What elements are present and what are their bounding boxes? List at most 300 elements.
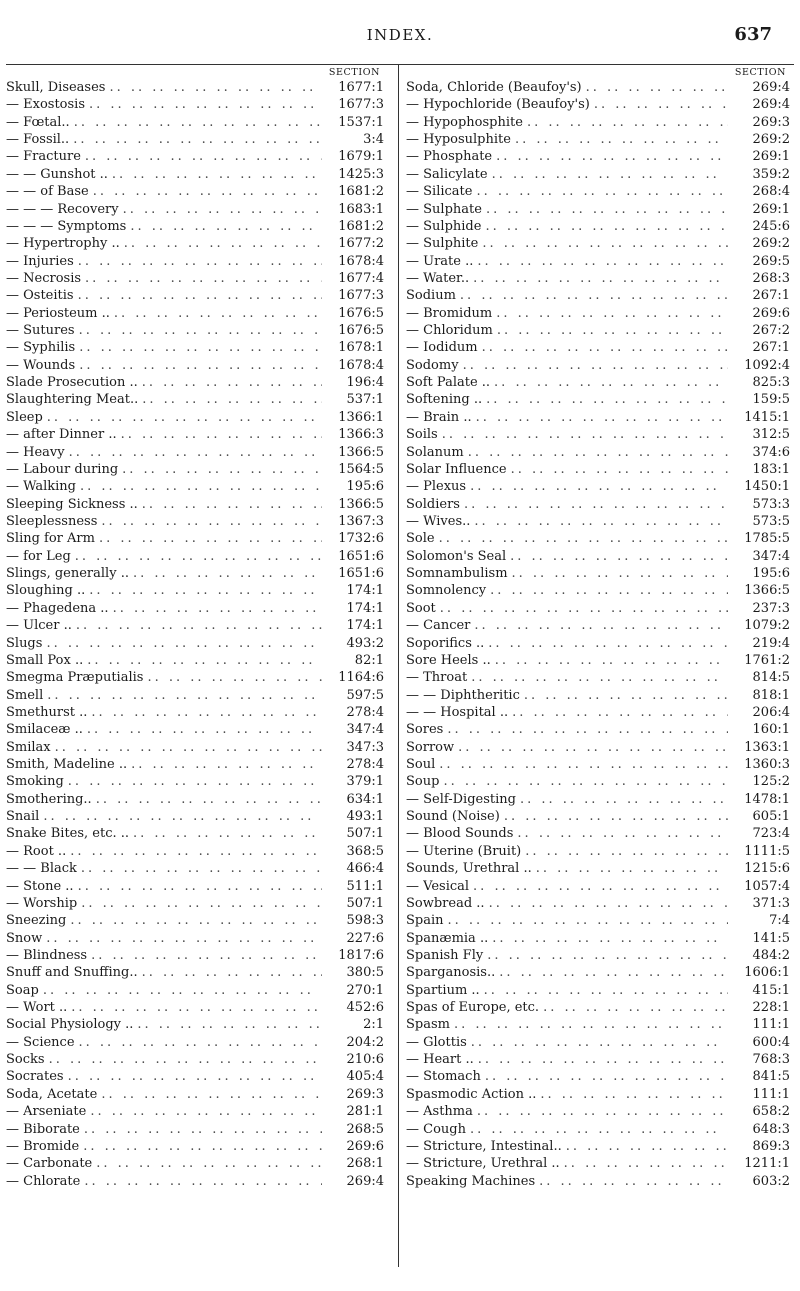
entry-section-ref: 267:2 xyxy=(752,323,790,339)
index-entry xyxy=(406,582,792,599)
index-entry xyxy=(6,808,392,825)
dot-leader xyxy=(75,339,322,356)
entry-term: — Plexus xyxy=(406,479,467,495)
dot-leader xyxy=(43,409,322,426)
entry-section-ref: 195:6 xyxy=(346,479,384,495)
entry-term: — Arseniate xyxy=(6,1104,87,1120)
entry-term: — — of Base xyxy=(6,184,89,200)
entry-term: Sodium xyxy=(406,288,456,304)
dot-leader xyxy=(486,582,728,599)
entry-section-ref: 125:2 xyxy=(752,774,790,790)
entry-section-ref: 1677:3 xyxy=(338,97,384,113)
entry-term: Soda, Chloride (Beaufoy's) xyxy=(406,80,582,95)
index-entry xyxy=(406,895,792,912)
entry-section-ref: 1360:3 xyxy=(744,757,790,773)
entry-section-ref: 603:2 xyxy=(752,1173,790,1189)
entry-section-ref: 267:1 xyxy=(752,340,790,356)
entry-term: — Periosteum .. xyxy=(6,305,110,321)
entry-section-ref: 281:1 xyxy=(346,1104,384,1120)
entry-term: Spain xyxy=(406,913,444,929)
index-entry xyxy=(6,652,392,669)
index-entry xyxy=(406,739,792,756)
dot-leader xyxy=(513,825,728,842)
entry-term: — Labour during xyxy=(6,461,119,477)
entry-section-ref: 111:1 xyxy=(752,1017,790,1033)
dot-leader xyxy=(87,947,322,964)
entry-section-ref: 196:4 xyxy=(346,375,384,391)
index-entry xyxy=(406,617,792,634)
index-entry xyxy=(6,582,392,599)
dot-leader xyxy=(508,704,728,721)
index-entry xyxy=(6,548,392,565)
entry-term: Solanum xyxy=(406,444,464,460)
dot-leader xyxy=(439,773,728,790)
index-entry xyxy=(6,287,392,304)
dot-leader xyxy=(508,565,728,582)
index-entry xyxy=(406,756,792,773)
entry-term: Slugs xyxy=(6,635,43,651)
dot-leader xyxy=(474,1051,728,1068)
dot-leader xyxy=(72,617,322,634)
entry-section-ref: 573:3 xyxy=(752,496,790,512)
entry-term: — Carbonate xyxy=(6,1156,93,1172)
entry-section-ref: 415:1 xyxy=(752,982,790,998)
index-entry xyxy=(406,1103,792,1120)
index-entry xyxy=(406,131,792,148)
entry-section-ref: 1677:4 xyxy=(338,270,384,286)
dot-leader xyxy=(92,1155,322,1172)
dot-leader xyxy=(42,930,322,947)
index-entry xyxy=(406,305,792,322)
index-entry xyxy=(6,79,392,96)
index-entry xyxy=(6,565,392,582)
dot-leader xyxy=(450,1016,728,1033)
entry-term: Speaking Machines xyxy=(406,1173,536,1189)
dot-leader xyxy=(523,114,728,131)
entry-section-ref: 1651:6 xyxy=(338,566,384,582)
entry-section-ref: 1678:4 xyxy=(338,253,384,269)
entry-term: — Walking xyxy=(6,479,77,495)
dot-leader xyxy=(138,964,322,981)
dot-leader xyxy=(435,756,728,773)
dot-leader xyxy=(582,79,728,96)
dot-leader xyxy=(129,565,322,582)
entry-term: — Urate .. xyxy=(406,253,474,269)
entry-term: Sleeplessness xyxy=(6,513,98,529)
entry-section-ref: 1478:1 xyxy=(744,791,790,807)
entry-section-ref: 768:3 xyxy=(752,1052,790,1068)
dot-leader xyxy=(85,96,322,113)
entry-term: — Osteitis xyxy=(6,288,74,304)
dot-leader xyxy=(74,878,322,895)
index-entry xyxy=(6,739,392,756)
entry-section-ref: 379:1 xyxy=(346,774,384,790)
dot-leader xyxy=(45,1051,322,1068)
entry-term: Soap xyxy=(6,982,39,998)
dot-leader xyxy=(75,1034,322,1051)
entry-term: — — Black xyxy=(6,861,77,877)
entry-term: Soldiers xyxy=(406,496,460,512)
entry-section-ref: 269:2 xyxy=(752,132,790,148)
entry-term: Sloughing .. xyxy=(6,583,86,599)
entry-term: — Injuries xyxy=(6,253,74,269)
entry-term: — — Hospital .. xyxy=(406,704,509,720)
index-entry xyxy=(6,166,392,183)
entry-term: — Hypertrophy .. xyxy=(6,236,120,252)
entry-term: — Wounds xyxy=(6,357,76,373)
dot-leader xyxy=(87,704,322,721)
entry-section-ref: 174:1 xyxy=(346,618,384,634)
entry-section-ref: 1415:1 xyxy=(744,409,790,425)
entry-term: Sleeping Sickness .. xyxy=(6,496,138,512)
entry-term: Somnolency xyxy=(406,583,487,599)
entry-section-ref: 484:2 xyxy=(752,947,790,963)
entry-term: — Stricture, Urethral .. xyxy=(406,1156,560,1172)
entry-term: Spartium .. xyxy=(406,982,480,998)
dot-leader xyxy=(74,287,322,304)
index-entry xyxy=(6,339,392,356)
dot-leader xyxy=(500,808,728,825)
entry-term: Slaughtering Meat.. xyxy=(6,392,139,408)
dot-leader xyxy=(507,461,728,478)
index-entry xyxy=(6,114,392,131)
entry-section-ref: 269:4 xyxy=(346,1173,384,1189)
entry-section-ref: 1057:4 xyxy=(744,878,790,894)
right-column xyxy=(406,66,792,1190)
dot-leader xyxy=(459,357,728,374)
dot-leader xyxy=(64,773,322,790)
entry-section-ref: 1817:6 xyxy=(338,947,384,963)
index-entry xyxy=(6,201,392,218)
dot-leader xyxy=(491,652,728,669)
index-entry xyxy=(406,721,792,738)
entry-section-ref: 269:5 xyxy=(752,253,790,269)
index-entry xyxy=(6,687,392,704)
entry-section-ref: 493:2 xyxy=(346,635,384,651)
entry-term: — Hypophosphite xyxy=(406,114,523,130)
entry-section-ref: 269:2 xyxy=(752,236,790,252)
index-entry xyxy=(6,878,392,895)
index-entry xyxy=(406,444,792,461)
entry-section-ref: 1678:1 xyxy=(338,340,384,356)
page-number: 637 xyxy=(734,24,772,45)
entry-section-ref: 368:5 xyxy=(346,843,384,859)
index-entry xyxy=(6,391,392,408)
dot-leader xyxy=(42,635,322,652)
entry-term: — Iodidum xyxy=(406,340,478,356)
dot-leader xyxy=(562,1138,728,1155)
entry-term: Snuff and Snuffing.. xyxy=(6,965,138,981)
dot-leader xyxy=(118,461,322,478)
entry-section-ref: 1681:2 xyxy=(338,218,384,234)
dot-leader xyxy=(75,357,322,374)
index-entry xyxy=(6,999,392,1016)
dot-leader xyxy=(478,339,728,356)
index-entry xyxy=(406,391,792,408)
entry-term: Snail xyxy=(6,809,40,825)
entry-term: — Fœtal.. xyxy=(6,114,70,130)
entry-section-ref: 3:4 xyxy=(363,132,384,148)
dot-leader xyxy=(506,548,728,565)
entry-section-ref: 405:4 xyxy=(346,1069,384,1085)
entry-section-ref: 1537:1 xyxy=(338,114,384,130)
dot-leader xyxy=(51,739,322,756)
index-entry xyxy=(406,878,792,895)
entry-term: Sores xyxy=(406,722,444,738)
entry-term: — Hyposulphite xyxy=(406,132,511,148)
index-entry xyxy=(6,635,392,652)
entry-section-ref: 371:3 xyxy=(752,895,790,911)
entry-section-ref: 1676:5 xyxy=(338,323,384,339)
index-entry xyxy=(406,253,792,270)
index-entry xyxy=(6,530,392,547)
index-entry xyxy=(406,565,792,582)
entry-section-ref: 648:3 xyxy=(752,1121,790,1137)
index-entry xyxy=(406,339,792,356)
index-entry xyxy=(406,1068,792,1085)
dot-leader xyxy=(469,270,728,287)
dot-leader xyxy=(83,721,322,738)
index-entry xyxy=(406,1051,792,1068)
dot-leader xyxy=(109,600,322,617)
entry-term: — Wort .. xyxy=(6,1000,68,1016)
entry-section-ref: 1215:6 xyxy=(744,861,790,877)
entry-section-ref: 1761:2 xyxy=(744,652,790,668)
index-entry xyxy=(6,1034,392,1051)
dot-leader xyxy=(473,1103,728,1120)
index-entry xyxy=(406,1034,792,1051)
dot-leader xyxy=(488,166,728,183)
entry-section-ref: 466:4 xyxy=(346,861,384,877)
dot-leader xyxy=(560,1155,728,1172)
dot-leader xyxy=(71,548,322,565)
entry-term: — Chloridum xyxy=(406,323,493,339)
entry-section-ref: 1678:4 xyxy=(338,357,384,373)
entry-term: — Necrosis xyxy=(6,270,82,286)
dot-leader xyxy=(129,825,322,842)
entry-term: Spas of Europe, etc. xyxy=(406,1000,540,1016)
entry-section-ref: 511:1 xyxy=(346,878,384,894)
dot-leader xyxy=(467,669,728,686)
dot-leader xyxy=(480,982,728,999)
entry-section-ref: 507:1 xyxy=(346,895,384,911)
entry-section-ref: 269:3 xyxy=(346,1086,384,1102)
section-label: SECTION xyxy=(734,67,786,78)
entry-term: — Exostosis xyxy=(6,97,86,113)
entry-term: Smethurst .. xyxy=(6,704,88,720)
entry-term: — Self-Digesting xyxy=(406,791,516,807)
entry-term: Spasmodic Action .. xyxy=(406,1086,537,1102)
dot-leader xyxy=(80,1121,322,1138)
index-entry xyxy=(6,322,392,339)
index-entry xyxy=(406,496,792,513)
dot-leader xyxy=(493,322,728,339)
dot-leader xyxy=(65,444,322,461)
dot-leader xyxy=(66,843,322,860)
index-entry xyxy=(406,530,792,547)
entry-term: Snow xyxy=(6,930,43,946)
dot-leader xyxy=(532,860,728,877)
entry-term: — Bromide xyxy=(6,1138,80,1154)
index-entry xyxy=(406,791,792,808)
index-entry xyxy=(406,218,792,235)
entry-section-ref: 269:6 xyxy=(346,1138,384,1154)
dot-leader xyxy=(460,496,728,513)
entry-section-ref: 841:5 xyxy=(752,1069,790,1085)
entry-term: Soup xyxy=(406,774,440,790)
dot-leader xyxy=(454,739,728,756)
dot-leader xyxy=(443,721,728,738)
entry-term: — Phagedena .. xyxy=(6,600,109,616)
entry-term: Socks xyxy=(6,1052,45,1068)
index-entry xyxy=(406,548,792,565)
entry-section-ref: 141:5 xyxy=(752,930,790,946)
index-entry xyxy=(6,1103,392,1120)
dot-leader xyxy=(511,131,728,148)
entry-section-ref: 268:1 xyxy=(346,1156,384,1172)
entry-term: — Hypochloride (Beaufoy's) xyxy=(406,97,590,113)
entry-term: Spanish Fly xyxy=(406,947,484,963)
index-entry xyxy=(6,704,392,721)
dot-leader xyxy=(85,582,322,599)
entry-section-ref: 159:5 xyxy=(752,392,790,408)
dot-leader xyxy=(89,183,322,200)
dot-leader xyxy=(456,287,728,304)
entry-term: Small Pox .. xyxy=(6,652,84,668)
index-entry xyxy=(6,1086,392,1103)
index-entry xyxy=(406,687,792,704)
entry-term: Smothering.. xyxy=(6,791,92,807)
dot-leader xyxy=(70,114,322,131)
dot-leader xyxy=(472,183,728,200)
index-entry xyxy=(406,461,792,478)
entry-section-ref: 598:3 xyxy=(346,913,384,929)
index-entry xyxy=(406,409,792,426)
entry-term: — — — Symptoms xyxy=(6,218,127,234)
index-entry xyxy=(6,218,392,235)
entry-section-ref: 219:4 xyxy=(752,635,790,651)
dot-leader xyxy=(484,635,728,652)
index-entry xyxy=(406,183,792,200)
dot-leader xyxy=(467,1034,728,1051)
entry-term: — Root .. xyxy=(6,843,67,859)
entry-term: Sodomy xyxy=(406,357,459,373)
entry-section-ref: 206:4 xyxy=(752,704,790,720)
entry-term: — Water.. xyxy=(406,270,470,286)
entry-term: — Sulphite xyxy=(406,236,479,252)
dot-leader xyxy=(117,426,322,443)
dot-leader xyxy=(127,756,322,773)
index-entry xyxy=(6,912,392,929)
entry-term: Slings, generally .. xyxy=(6,566,129,582)
index-entry xyxy=(6,947,392,964)
entry-term: Snake Bites, etc. .. xyxy=(6,826,130,842)
entry-term: Sling for Arm xyxy=(6,531,95,547)
entry-term: Soils xyxy=(406,427,438,443)
index-entry xyxy=(406,704,792,721)
entry-section-ref: 227:6 xyxy=(346,930,384,946)
top-rule xyxy=(6,64,794,65)
index-entry xyxy=(406,114,792,131)
dot-leader xyxy=(435,530,728,547)
section-label: SECTION xyxy=(328,67,380,78)
entry-section-ref: 278:4 xyxy=(346,757,384,773)
index-entry xyxy=(406,1016,792,1033)
index-entry xyxy=(406,513,792,530)
index-entry xyxy=(406,1086,792,1103)
dot-leader xyxy=(483,947,728,964)
entry-term: Smilax xyxy=(6,739,51,755)
entry-term: Sparganosis.. xyxy=(406,965,496,981)
index-entry xyxy=(406,669,792,686)
index-entry xyxy=(406,426,792,443)
entry-term: Smegma Præputialis xyxy=(6,670,144,686)
entry-section-ref: 347:4 xyxy=(346,722,384,738)
column-divider xyxy=(398,64,399,1267)
entry-section-ref: 537:1 xyxy=(346,392,384,408)
dot-leader xyxy=(66,912,322,929)
entry-section-ref: 374:6 xyxy=(752,444,790,460)
entry-term: Soda, Acetate xyxy=(6,1086,98,1102)
index-entry xyxy=(6,1068,392,1085)
entry-term: — Sulphate xyxy=(406,201,482,217)
entry-section-ref: 1606:1 xyxy=(744,965,790,981)
entry-section-ref: 1732:6 xyxy=(338,531,384,547)
dot-leader xyxy=(466,1121,728,1138)
index-entry xyxy=(6,895,392,912)
index-entry xyxy=(406,1121,792,1138)
entry-term: — Stomach xyxy=(406,1069,481,1085)
index-entry xyxy=(6,791,392,808)
page-title: INDEX. xyxy=(366,26,434,44)
dot-leader xyxy=(108,166,322,183)
entry-section-ref: 312:5 xyxy=(752,427,790,443)
entry-section-ref: 1366:5 xyxy=(744,583,790,599)
dot-leader xyxy=(490,374,728,391)
entry-section-ref: 1211:1 xyxy=(744,1156,790,1172)
index-entry xyxy=(6,426,392,443)
entry-term: Somnambulism xyxy=(406,566,508,582)
dot-leader xyxy=(83,652,322,669)
index-entry xyxy=(6,1016,392,1033)
entry-term: Sleep xyxy=(6,409,43,425)
index-entry xyxy=(6,374,392,391)
index-entry xyxy=(6,131,392,148)
dot-leader xyxy=(520,687,728,704)
index-entry xyxy=(406,825,792,842)
entry-section-ref: 1425:3 xyxy=(338,166,384,182)
index-entry xyxy=(6,1155,392,1172)
entry-term: Sound (Noise) xyxy=(406,809,500,825)
entry-section-ref: 380:5 xyxy=(346,965,384,981)
entry-section-ref: 228:1 xyxy=(752,1000,790,1016)
dot-leader xyxy=(444,912,728,929)
index-entry xyxy=(406,287,792,304)
dot-leader xyxy=(97,1086,322,1103)
entry-section-ref: 204:2 xyxy=(346,1034,384,1050)
entry-section-ref: 174:1 xyxy=(346,583,384,599)
entry-term: Social Physiology .. xyxy=(6,1017,134,1033)
entry-section-ref: 160:1 xyxy=(752,722,790,738)
entry-section-ref: 1092:4 xyxy=(744,357,790,373)
entry-section-ref: 237:3 xyxy=(752,600,790,616)
index-entry xyxy=(6,930,392,947)
entry-section-ref: 1363:1 xyxy=(744,739,790,755)
index-entry xyxy=(6,444,392,461)
entry-section-ref: 634:1 xyxy=(346,791,384,807)
dot-leader xyxy=(133,1016,322,1033)
dot-leader xyxy=(81,148,322,165)
